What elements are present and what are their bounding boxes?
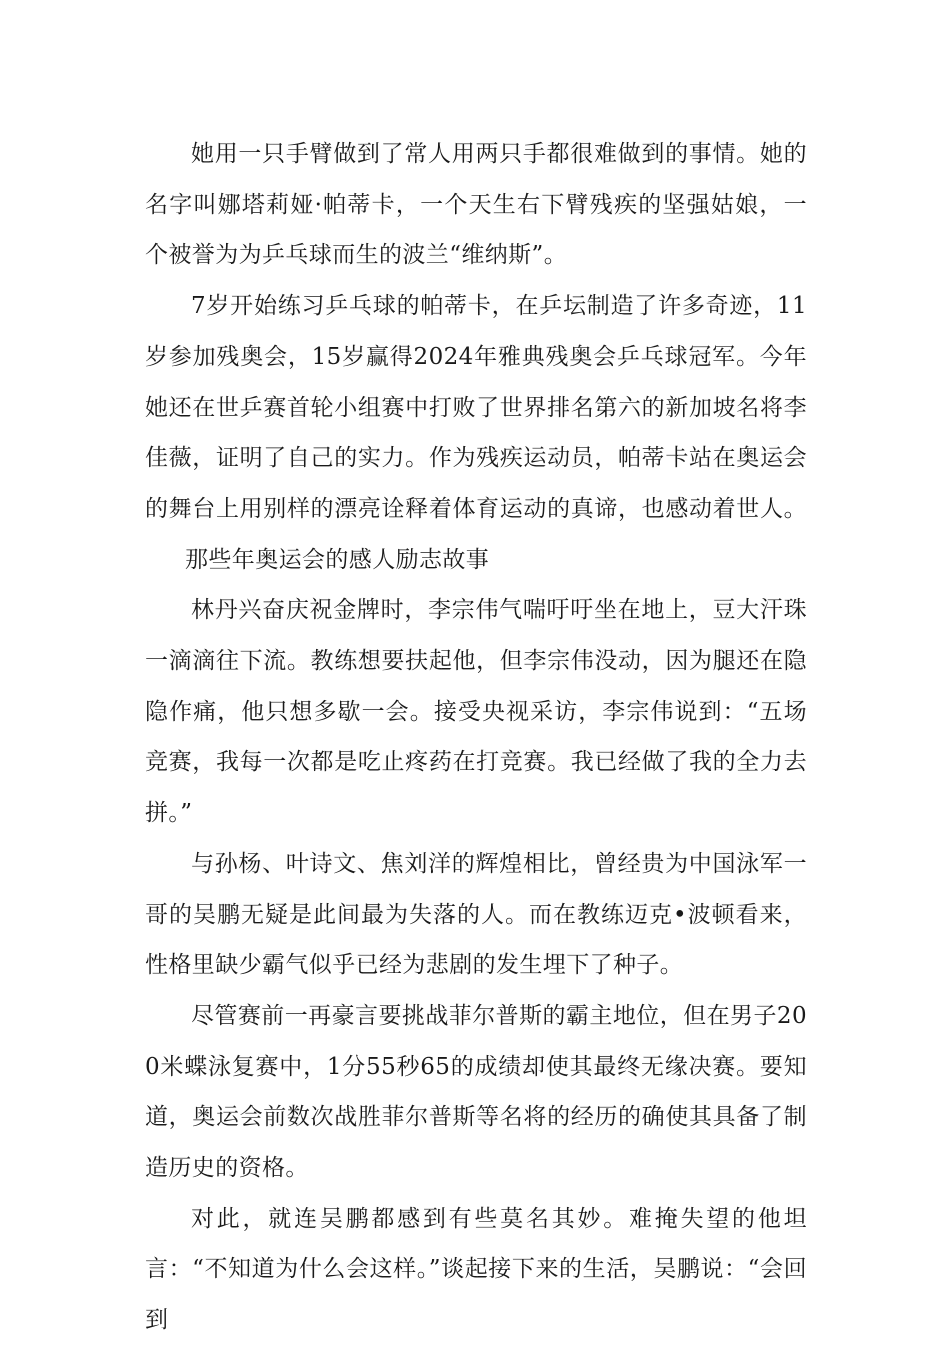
paragraph-2-text: 7岁开始练习乒乓球的帕蒂卡，在乒坛制造了许多奇迹，11岁参加残奥会，15岁赢得2024年雅典残奥会乒乓球冠军。今年她还在世乒赛首轮小组赛中打败了世界排名第六的新加坡名将李佳薇，证明了自己的实力。作为残疾运动员，帕蒂卡站在奥运会的舞台上用别样的漂亮诠释着体育运动的真谛，也感动着世人。 xyxy=(145,293,807,522)
paragraph-1: 她用一只手臂做到了常人用两只手都很难做到的事情。她的名字叫娜塔莉娅·帕蒂卡，一个天生右下臂残疾的坚强姑娘，一个被誉为为乒乓球而生的波兰“维纳斯”。 xyxy=(145,141,807,269)
paragraph-2 xyxy=(145,281,807,585)
inline-heading: 那些年奥运会的感人励志故事 xyxy=(185,546,490,573)
paragraph-6: 对此，就连吴鹏都感到有些莫名其妙。难掩失望的他坦言：“不知道为什么会这样。”谈起接下来的生活，吴鹏说：“会回到 xyxy=(145,1205,807,1334)
document-body xyxy=(145,129,807,1346)
paragraph-4: 与孙杨、叶诗文、焦刘洋的辉煌相比，曾经贵为中国泳军一哥的吴鹏无疑是此间最为失落的人。而在教练迈克•波顿看来，性格里缺少霸气似乎已经为悲剧的发生埋下了种子。 xyxy=(145,850,807,979)
paragraph-5: 尽管赛前一再豪言要挑战菲尔普斯的霸主地位，但在男子200米蝶泳复赛中，1分55秒65的成绩却使其最终无缘决赛。要知道，奥运会前数次战胜菲尔普斯等名将的经历的确使其具备了制造历史的资格。 xyxy=(145,1002,807,1182)
paragraph-3: 林丹兴奋庆祝金牌时，李宗伟气喘吁吁坐在地上，豆大汗珠一滴滴往下流。教练想要扶起他，但李宗伟没动，因为腿还在隐隐作痛，他只想多歇一会。接受央视采访，李宗伟说到：“五场竞赛，我每一次都是吃止疼药在打竞赛。我已经做了我的全力去拼。” xyxy=(145,597,807,827)
